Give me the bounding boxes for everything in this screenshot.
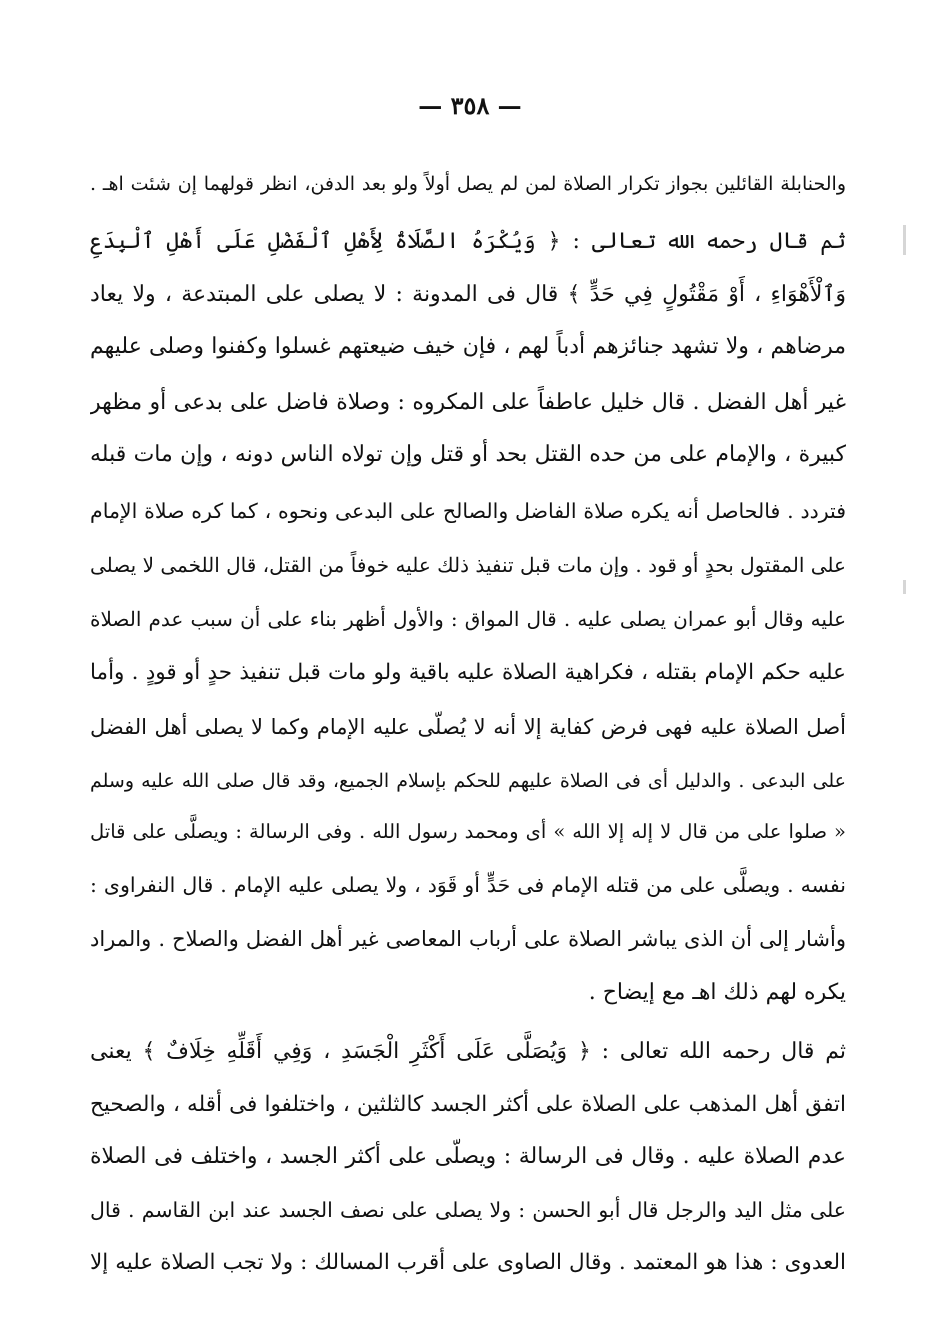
- text-line-3: وَٱلْأَهْوَاءِ ، أَوْ مَقْتُولٍ فِي حَدٍّ ﴾ قال فى المدونة : لا يصلى على المبتدعة ، ولا يعاد: [90, 282, 846, 307]
- text-line-4: مرضاهم ، ولا تشهد جنائزهم أدباً لهم ، فإن خيف ضيعتهم غسلوا وكفنوا وصلى عليهم: [90, 334, 846, 359]
- text-line-16: يكره لهم ذلك اهـ مع إيضاح .: [588, 980, 846, 1005]
- text-line-6: كبيرة ، والإمام على من حده القتل بحد أو قتل وإن تولاه الناس دونه ، وإن مات قبله: [90, 442, 846, 467]
- scan-speck: [903, 225, 906, 255]
- text-line-5: غير أهل الفضل . قال خليل عاطفاً على المكروه : وصلاة فاضل على بدعى أو مظهر: [90, 390, 846, 415]
- text-line-21: العدوى : هذا هو المعتمد . وقال الصاوى على أقرب المسالك : ولا تجب الصلاة عليه إلا: [90, 1250, 846, 1275]
- text-line-17: ثم قال رحمه الله تعالى : ﴿ وَيُصَلَّى عَلَى أَكْثَرِ الْجَسَدِ ، وَفِي أَقَلِّهِ خِلَافٌ ﴾ يعنى: [90, 1039, 846, 1064]
- text-line-8: على المقتول بحدٍ أو قود . وإن مات قبل تنفيذ ذلك عليه خوفاً من القتل، قال اللخمى لا يصلى: [90, 553, 846, 577]
- text-line-2: ثم قال رحمه الله تعالى : ﴿ وَيُكْرَهُ الصَّلَاةُ لِأَهْلِ ٱلْفَضْلِ عَلَى أَهْلِ ٱلْبِدَعِ: [90, 229, 846, 254]
- text-line-13: « صلوا على من قال لا إله إلا الله » أى ومحمد رسول الله . وفى الرسالة : ويصلَّى على قاتل: [90, 820, 846, 843]
- text-line-7: فتردد . فالحاصل أنه يكره صلاة الفاضل والصالح على البدعى ونحوه ، كما كره صلاة الإمام: [90, 499, 846, 523]
- text-line-15: وأشار إلى أن الذى يباشر الصلاة على أرباب المعاصى غير أهل الفضل والصلاح . والمراد: [90, 927, 846, 951]
- page-number: — ٣٥٨ —: [418, 91, 522, 120]
- text-line-10: عليه حكم الإمام بقتله ، فكراهية الصلاة عليه باقية ولو مات قبل تنفيذ حدٍ أو قودٍ . وأما: [90, 660, 846, 685]
- text-line-12: على البدعى . والدليل أى فى الصلاة عليهم للحكم بإسلام الجميع، وقد قال صلى الله عليه وسلم: [90, 770, 846, 792]
- text-line-20: على مثل اليد والرجل قال أبو الحسن : ولا يصلى على نصف الجسد عند ابن القاسم . قال: [90, 1198, 846, 1222]
- text-line-18: اتفق أهل المذهب على الصلاة على أكثر الجسد كالثلثين ، واختلفوا فى أقله ، والصحيح: [90, 1092, 846, 1117]
- text-line-11: أصل الصلاة عليه فهى فرض كفاية إلا أنه لا يُصلّى عليه الإمام وكما لا يصلى أهل الفضل: [90, 715, 846, 739]
- text-line-9: عليه وقال أبو عمران يصلى عليه . قال المواق : والأول أظهر بناء على أن سبب عدم الصلاة: [90, 607, 846, 631]
- text-line-1: والحنابلة القائلين بجواز تكرار الصلاة لمن لم يصل أولاً ولو بعد الدفن، انظر قولهما إن شئت اهـ .: [90, 173, 846, 195]
- scan-speck: [903, 580, 906, 594]
- text-line-19: عدم الصلاة عليه . وقال فى الرسالة : ويصلّى على أكثر الجسد ، واختلف فى الصلاة: [90, 1144, 846, 1169]
- text-line-14: نفسه . ويصلَّى على من قتله الإمام فى حَدٍّ أو قَوَد ، ولا يصلى عليه الإمام . قال النفراوى :: [90, 873, 846, 897]
